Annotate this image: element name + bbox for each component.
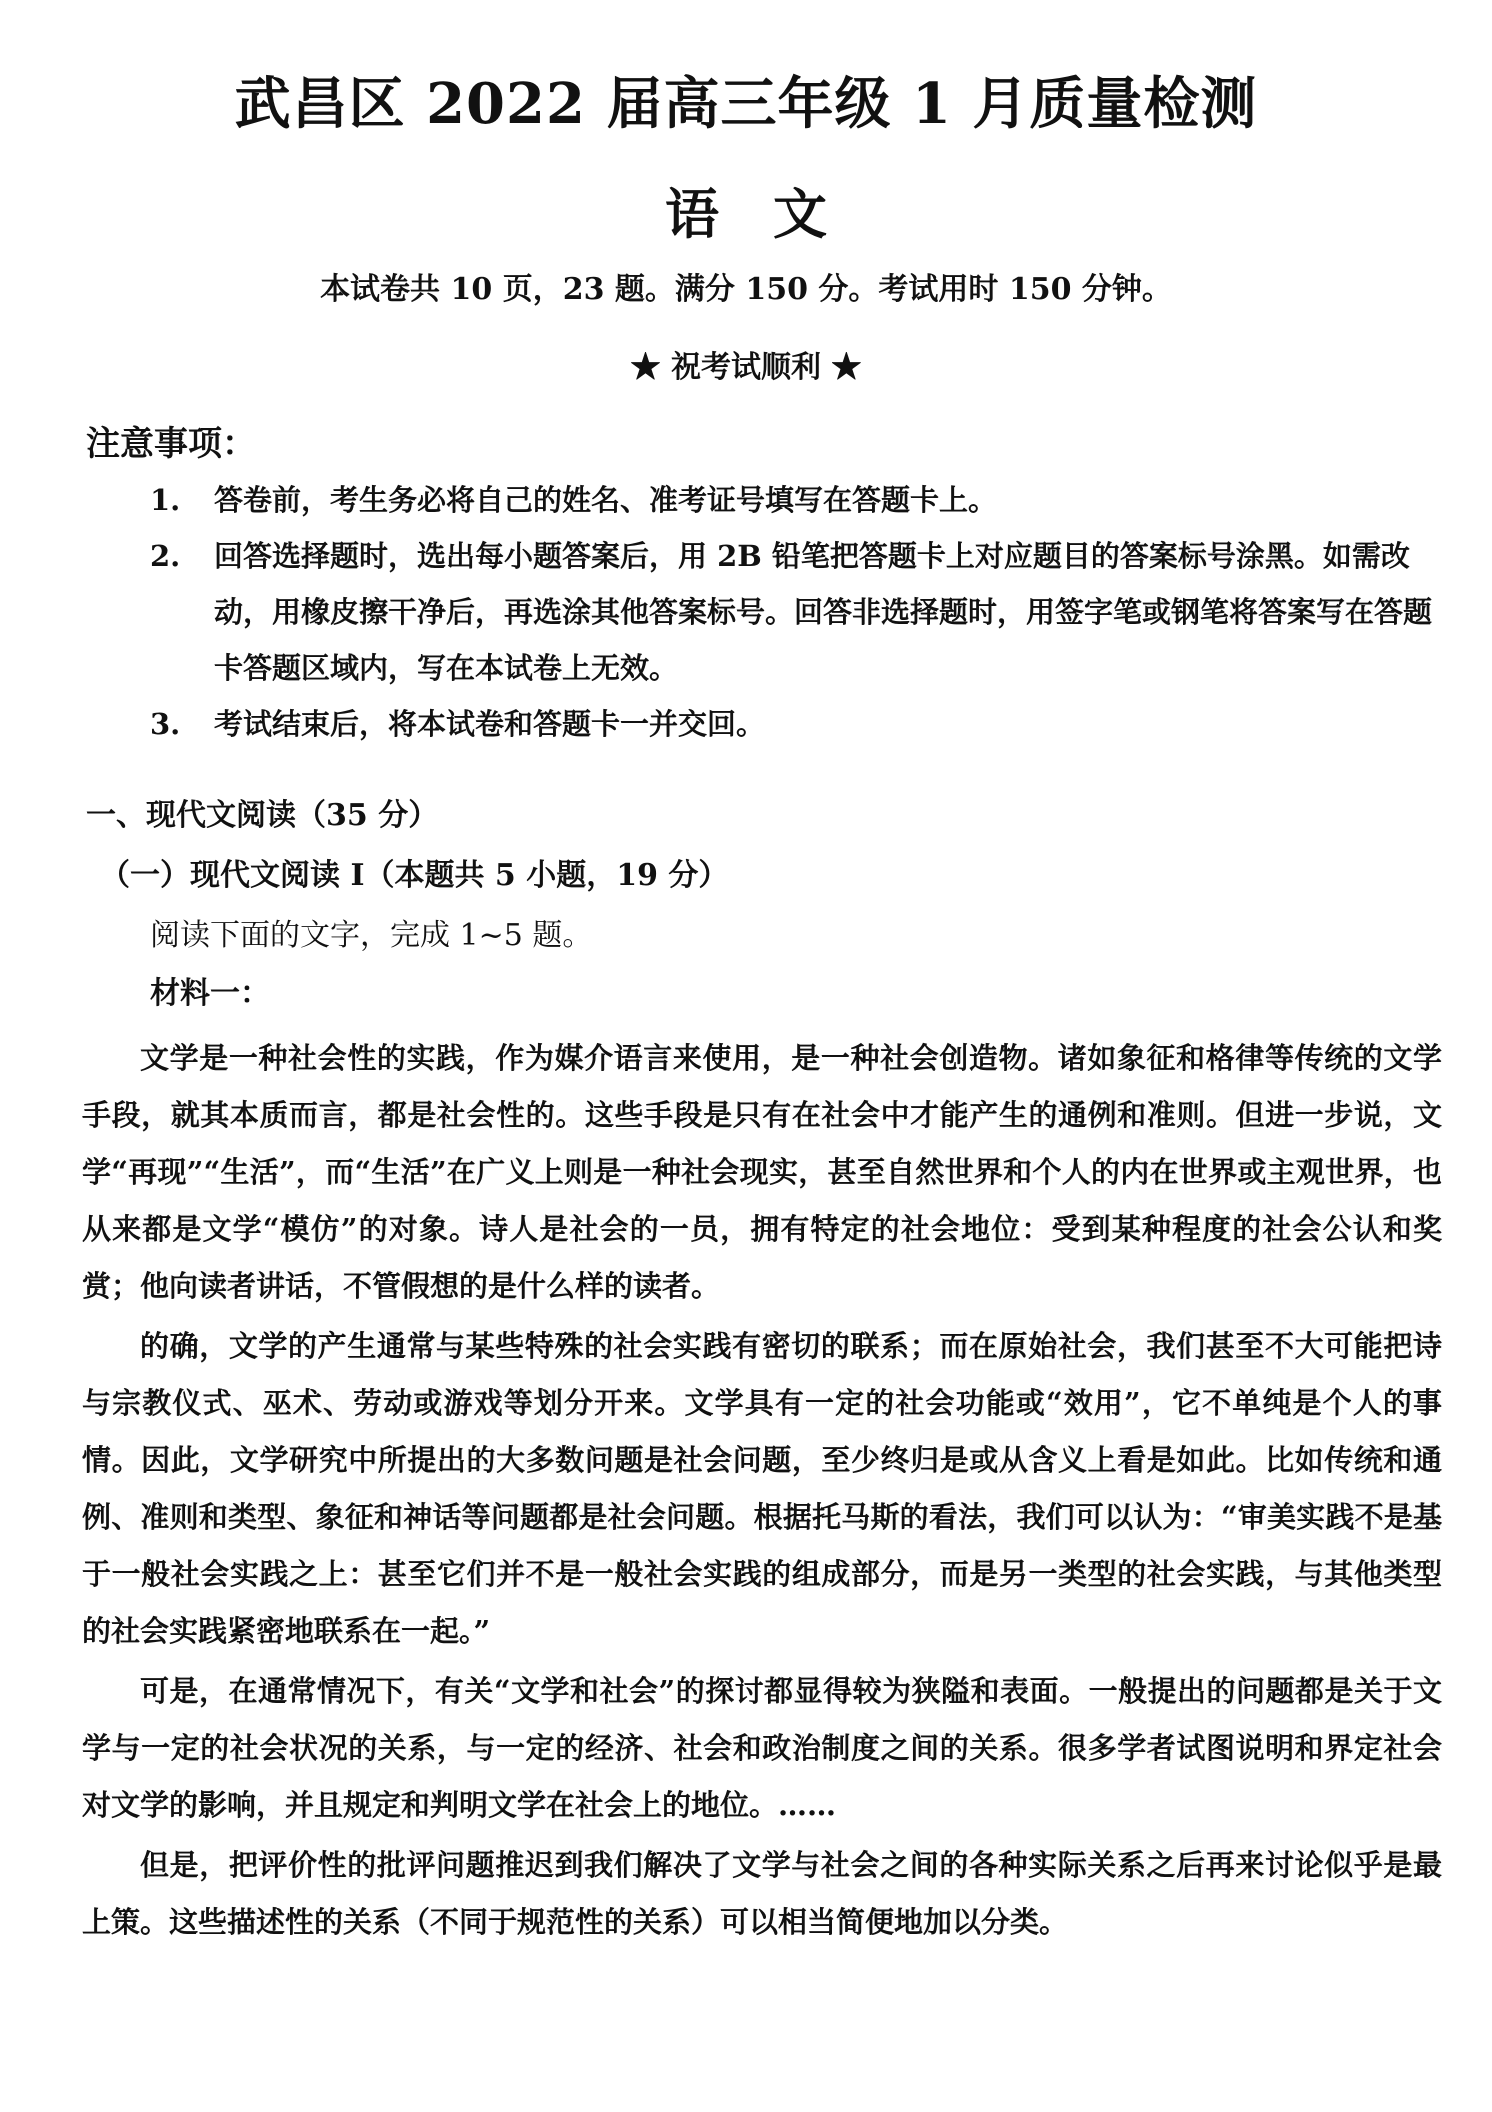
exam-title: 武昌区 2022 届高三年级 1 月质量检测	[234, 71, 1258, 137]
notice-heading: 注意事项：	[86, 424, 256, 464]
notice-text: 考试结束后，将本试卷和答题卡一并交回。	[214, 707, 766, 741]
notice-list	[150, 472, 1440, 752]
subsection-heading: （一）现代文阅读 I（本题共 5 小题，19 分）	[100, 858, 729, 893]
notice-item	[150, 528, 1440, 696]
subject-title: 语 文	[665, 182, 827, 246]
notice-number: 2.	[150, 539, 181, 573]
passage-paragraph: 的确，文学的产生通常与某些特殊的社会实践有密切的联系；而在原始社会，我们甚至不大可能把诗与宗教仪式、巫术、劳动或游戏等划分开来。文学具有一定的社会功能或“效用”，它不单纯是个人的事情。因此，文学研究中所提出的大多数问题是社会问题，至少终归是或从含义上看是如此。比如传统和通例、准则和类型、象征和神话等问题都是社会问题。根据托马斯的看法，我们可以认为：“审美实践不是基于一般社会实践之上：甚至它们并不是一般社会实践的组成部分，而是另一类型的社会实践，与其他类型的社会实践紧密地联系在一起。”	[82, 1329, 1442, 1648]
reading-instruction: 阅读下面的文字，完成 1~5 题。	[150, 918, 593, 953]
notice-item	[150, 472, 1440, 528]
notice-text: 回答选择题时，选出每小题答案后，用 2B 铅笔把答题卡上对应题目的答案标号涂黑。如需改动，用橡皮擦干净后，再选涂其他答案标号。回答非选择题时，用签字笔或钢笔将答案写在答题卡答题区域内，写在本试卷上无效。	[214, 539, 1433, 685]
notice-text: 答卷前，考生务必将自己的姓名、准考证号填写在答题卡上。	[214, 483, 998, 517]
notice-number: 3.	[150, 707, 181, 741]
passage-paragraph: 可是，在通常情况下，有关“文学和社会”的探讨都显得较为狭隘和表面。一般提出的问题都是关于文学与一定的社会状况的关系，与一定的经济、社会和政治制度之间的关系。很多学者试图说明和界定社会对文学的影响，并且规定和判明文学在社会上的地位。……	[82, 1674, 1442, 1822]
material-label: 材料一：	[150, 976, 270, 1011]
notice-number: 1.	[150, 483, 181, 517]
passage-paragraph: 但是，把评价性的批评问题推迟到我们解决了文学与社会之间的各种实际关系之后再来讨论似乎是最上策。这些描述性的关系（不同于规范性的关系）可以相当简便地加以分类。	[82, 1848, 1442, 1939]
blessing-line: ★ 祝考试顺利 ★	[630, 350, 862, 385]
section-heading: 一、现代文阅读（35 分）	[86, 798, 439, 833]
passage-paragraph: 文学是一种社会性的实践，作为媒介语言来使用，是一种社会创造物。诸如象征和格律等传统的文学手段，就其本质而言，都是社会性的。这些手段是只有在社会中才能产生的通例和准则。但进一步说，文学“再现”“生活”，而“生活”在广义上则是一种社会现实，甚至自然世界和个人的内在世界或主观世界，也从来都是文学“模仿”的对象。诗人是社会的一员，拥有特定的社会地位：受到某种程度的社会公认和奖赏；他向读者讲话，不管假想的是什么样的读者。	[82, 1041, 1442, 1303]
exam-info-line: 本试卷共 10 页，23 题。满分 150 分。考试用时 150 分钟。	[320, 272, 1172, 307]
reading-passage	[82, 1030, 1442, 1954]
notice-item	[150, 696, 1440, 752]
